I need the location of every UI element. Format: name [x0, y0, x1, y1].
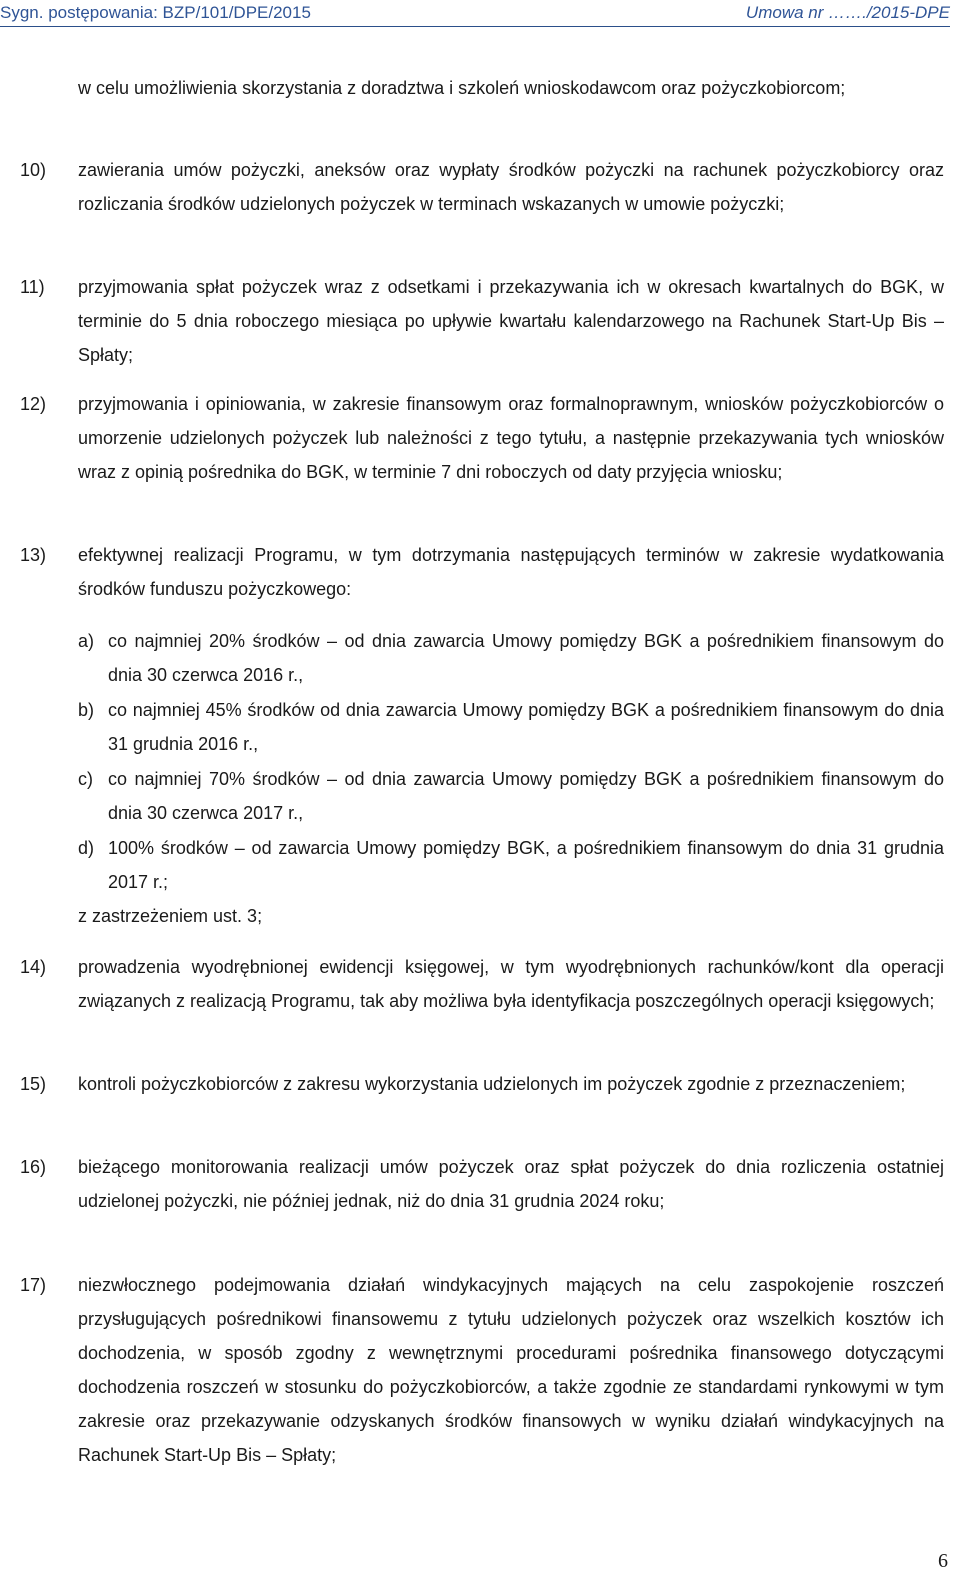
subitem-text: co najmniej 45% środków od dnia zawarcia Umowy pomiędzy BGK a pośrednikiem finansowym do dnia 31 grudnia 2016 r., [108, 700, 944, 754]
item-number: 15) [20, 1074, 47, 1094]
subitem-text: co najmniej 70% środków – od dnia zawarcia Umowy pomiędzy BGK a pośrednikiem finansowym do dnia 30 czerwca 2017 r., [108, 769, 944, 823]
subitem-text: co najmniej 20% środków – od dnia zawarcia Umowy pomiędzy BGK a pośrednikiem finansowym do dnia 30 czerwca 2016 r., [108, 631, 944, 685]
item-text: efektywnej realizacji Programu, w tym dotrzymania następujących terminów w zakresie wydatkowania środków funduszu pożyczkowego: [78, 545, 944, 599]
contract-number: Umowa nr ……./2015-DPE [745, 3, 950, 22]
subitem-letter: d) [78, 838, 95, 858]
item-number: 11) [20, 277, 45, 297]
page-header [0, 0, 950, 27]
page-number: 6 [938, 1550, 948, 1572]
subitem-letter: c) [78, 769, 93, 789]
reservation-note: z zastrzeżeniem ust. 3; [78, 906, 263, 926]
item-text: bieżącego monitorowania realizacji umów pożyczek oraz spłat pożyczek do dnia rozliczenia ostatniej udzielonej pożyczki, nie później jednak, niż do dnia 31 grudnia 2024 roku; [78, 1157, 944, 1211]
subitem-letter: a) [78, 631, 95, 651]
item-number: 10) [20, 160, 47, 180]
item-number: 12) [20, 394, 47, 414]
procedure-signature: Sygn. postępowania: BZP/101/DPE/2015 [0, 3, 311, 22]
item-text: zawierania umów pożyczki, aneksów oraz wypłaty środków pożyczki na rachunek pożyczkobiorcy oraz rozliczania środków udzielonych pożyczek w terminach wskazanych w umowie pożyczki; [78, 160, 944, 214]
subitem-letter: b) [78, 700, 95, 720]
item-text: niezwłocznego podejmowania działań windykacyjnych mających na celu zaspokojenie roszczeń przysługujących pośrednikowi finansowemu z tytułu udzielonych pożyczek oraz wszelkich kosztów ich dochodzenia, w sposób zgodny z wewnętrznymi procedurami pośrednika finansowego dotyczącymi dochodzenia roszczeń w stosunku do pożyczkobiorców, a także zgodnie ze standardami rynkowymi w tym zakresie oraz przekazywanie odzyskanych środków finansowych w wyniku działań windykacyjnych na Rachunek Start-Up Bis – Spłaty; [78, 1275, 944, 1465]
subitem-text: 100% środków – od zawarcia Umowy pomiędzy BGK, a pośrednikiem finansowym do dnia 31 grudnia 2017 r.; [108, 838, 944, 892]
item-number: 16) [20, 1157, 47, 1177]
intro-paragraph: w celu umożliwienia skorzystania z doradztwa i szkoleń wnioskodawcom oraz pożyczkobiorcom; [78, 78, 846, 98]
item-text: prowadzenia wyodrębnionej ewidencji księgowej, w tym wyodrębnionych rachunków/kont dla operacji związanych z realizacją Programu, tak aby możliwa była identyfikacja poszczególnych operacji księgowych; [78, 957, 944, 1011]
item-text: przyjmowania spłat pożyczek wraz z odsetkami i przekazywania ich w okresach kwartalnych do BGK, w terminie do 5 dnia roboczego miesiąca po upływie kwartału kalendarzowego na Rachunek Start-Up Bis – Spłaty; [78, 277, 944, 365]
item-number: 17) [20, 1275, 47, 1295]
item-number: 13) [20, 545, 47, 565]
item-text: kontroli pożyczkobiorców z zakresu wykorzystania udzielonych im pożyczek zgodnie z przeznaczeniem; [78, 1074, 906, 1094]
item-number: 14) [20, 957, 47, 977]
item-text: przyjmowania i opiniowania, w zakresie finansowym oraz formalnoprawnym, wniosków pożyczkobiorców o umorzenie udzielonych pożyczek lub należności z tego tytułu, a następnie przekazywania tych wniosków wraz z opinią pośrednika do BGK, w terminie 7 dni roboczych od daty przyjęcia wniosku; [78, 394, 944, 482]
